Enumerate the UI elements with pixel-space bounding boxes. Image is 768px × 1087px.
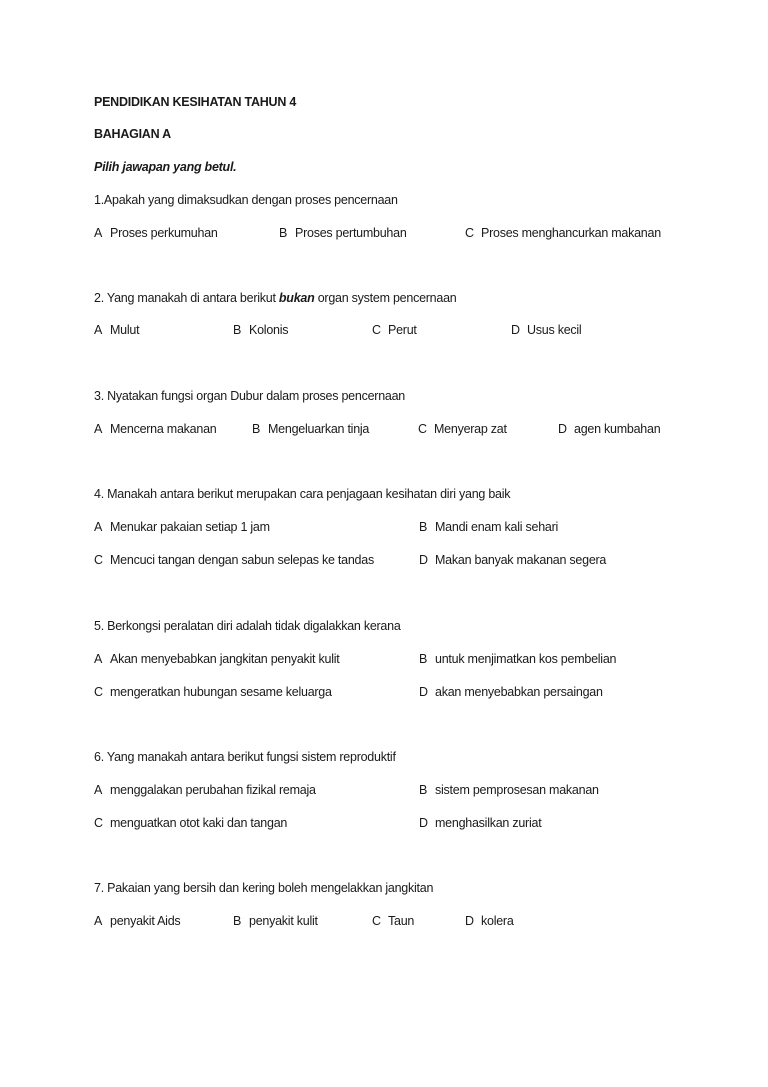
q6-option-c: C menguatkan otot kaki dan tangan: [94, 816, 288, 830]
q7-option-b: B penyakit kulit: [233, 914, 318, 928]
q6-option-a: A menggalakan perubahan fizikal remaja: [94, 783, 316, 797]
q7-option-d: D kolera: [465, 914, 514, 928]
q5-option-d: D akan menyebabkan persaingan: [419, 685, 603, 699]
q4-option-d: D Makan banyak makanan segera: [419, 553, 607, 567]
q1-option-a: A Proses perkumuhan: [94, 226, 218, 240]
section-heading: BAHAGIAN A: [94, 127, 171, 141]
document-title: PENDIDIKAN KESIHATAN TAHUN 4: [94, 95, 297, 109]
question-6: 6. Yang manakah antara berikut fungsi sistem reproduktif: [94, 750, 396, 764]
question-7: 7. Pakaian yang bersih dan kering boleh mengelakkan jangkitan: [94, 881, 434, 895]
q3-option-b: B Mengeluarkan tinja: [252, 422, 370, 436]
question-3: 3. Nyatakan fungsi organ Dubur dalam proses pencernaan: [94, 389, 406, 403]
q7-option-a: A penyakit Aids: [94, 914, 181, 928]
instruction-text: Pilih jawapan yang betul.: [94, 160, 237, 174]
q3-option-c: C Menyerap zat: [418, 422, 507, 436]
question-4: 4. Manakah antara berikut merupakan cara penjagaan kesihatan diri yang baik: [94, 487, 511, 501]
q1-option-c: C Proses menghancurkan makanan: [465, 226, 661, 240]
emphasis-word: bukan: [278, 291, 315, 305]
q5-option-c: C mengeratkan hubungan sesame keluarga: [94, 685, 332, 699]
q4-option-c: C Mencuci tangan dengan sabun selepas ke tandas: [94, 553, 374, 567]
q4-option-a: A Menukar pakaian setiap 1 jam: [94, 520, 270, 534]
question-5: 5. Berkongsi peralatan diri adalah tidak digalakkan kerana: [94, 619, 401, 633]
question-2: 2. Yang manakah di antara berikut bukan organ system pencernaan: [94, 291, 457, 305]
q7-option-c: C Taun: [372, 914, 415, 928]
q2-option-b: B Kolonis: [233, 323, 289, 337]
q3-option-d: D agen kumbahan: [558, 422, 661, 436]
q3-option-a: A Mencerna makanan: [94, 422, 217, 436]
q2-option-a: A Mulut: [94, 323, 140, 337]
q4-option-b: B Mandi enam kali sehari: [419, 520, 559, 534]
q2-option-c: C Perut: [372, 323, 417, 337]
q6-option-b: B sistem pemprosesan makanan: [419, 783, 599, 797]
q5-option-b: B untuk menjimatkan kos pembelian: [419, 652, 617, 666]
q2-option-d: D Usus kecil: [511, 323, 582, 337]
question-1: 1.Apakah yang dimaksudkan dengan proses pencernaan: [94, 193, 398, 207]
q1-option-b: B Proses pertumbuhan: [279, 226, 407, 240]
q5-option-a: A Akan menyebabkan jangkitan penyakit kulit: [94, 652, 340, 666]
q6-option-d: D menghasilkan zuriat: [419, 816, 542, 830]
